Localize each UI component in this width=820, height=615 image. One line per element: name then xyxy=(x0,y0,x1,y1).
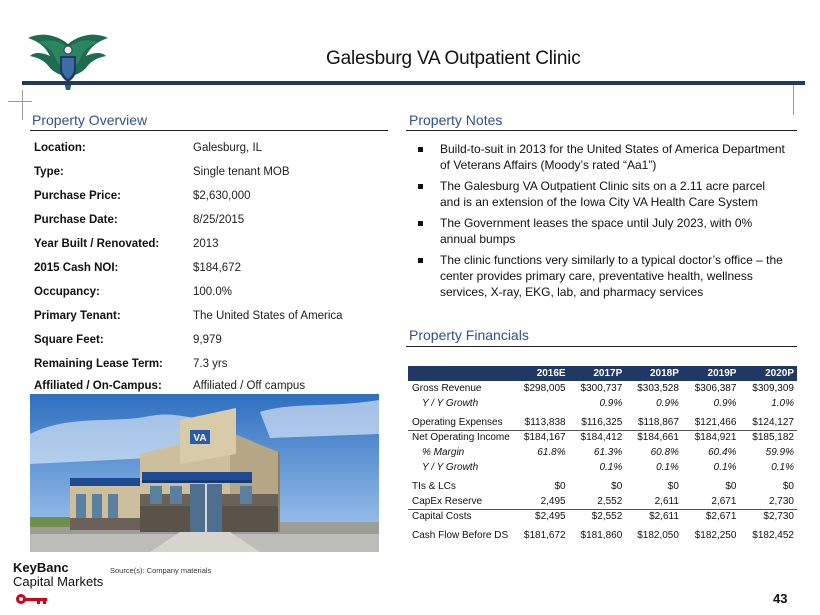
table-cell: $124,127 xyxy=(752,416,794,428)
overview-heading: Property Overview xyxy=(32,112,148,128)
overview-label: Type: xyxy=(34,166,64,178)
overview-label: Purchase Price: xyxy=(34,190,121,202)
table-cell: $182,050 xyxy=(637,530,679,541)
table-cell: $184,167 xyxy=(513,430,569,445)
table-cell: $2,730 xyxy=(739,509,797,524)
row-label: Y / Y Growth xyxy=(422,462,479,473)
table-cell: $2,611 xyxy=(625,509,682,524)
table-cell: $0 xyxy=(611,481,623,492)
table-cell: $0 xyxy=(725,481,737,492)
table-cell: 60.8% xyxy=(650,447,679,458)
overview-value: Single tenant MOB xyxy=(193,166,290,178)
table-cell: $181,860 xyxy=(580,530,623,541)
overview-value: 9,979 xyxy=(193,334,222,346)
table-cell: $185,182 xyxy=(739,430,797,445)
table-row xyxy=(408,430,797,445)
column-header: 2017P xyxy=(569,366,626,381)
table-row xyxy=(408,445,797,460)
notes-list xyxy=(418,141,788,305)
overview-label: Affiliated / On-Campus: xyxy=(34,380,162,392)
row-label: Operating Expenses xyxy=(412,416,503,428)
table-cell: 0.1% xyxy=(713,462,737,473)
frame-line xyxy=(8,101,32,102)
table-cell: 60.4% xyxy=(708,447,737,458)
table-cell: $0 xyxy=(667,481,679,492)
table-cell: 0.1% xyxy=(771,462,794,473)
table-row xyxy=(408,509,797,524)
overview-value: $184,672 xyxy=(193,262,241,274)
overview-value: The United States of America xyxy=(193,310,343,322)
table-cell: 2,495 xyxy=(540,495,566,507)
row-label: Capital Costs xyxy=(408,509,513,524)
table-cell: $300,737 xyxy=(580,383,623,394)
column-header: 2016E xyxy=(513,366,569,381)
overview-rule xyxy=(30,130,388,131)
row-label: % Margin xyxy=(422,447,465,458)
overview-label: Year Built / Renovated: xyxy=(34,238,160,250)
table-cell: $298,005 xyxy=(523,383,566,394)
row-label: CapEx Reserve xyxy=(412,495,483,507)
table-cell: $184,661 xyxy=(625,430,682,445)
table-cell: $182,250 xyxy=(694,530,737,541)
table-cell: $121,466 xyxy=(694,416,737,428)
table-row xyxy=(408,396,797,411)
table-cell: 59.9% xyxy=(765,447,794,458)
building-sign: VA xyxy=(193,433,207,444)
table-cell: $116,325 xyxy=(581,416,623,428)
row-label: Y / Y Growth xyxy=(422,398,479,409)
table-row xyxy=(408,494,797,509)
financials-table xyxy=(408,366,797,543)
overview-value: 100.0% xyxy=(193,286,233,298)
table-cell: $0 xyxy=(782,481,794,492)
table-row xyxy=(408,381,797,396)
table-cell xyxy=(513,460,569,475)
table-cell: $309,309 xyxy=(752,383,794,394)
financials-heading: Property Financials xyxy=(409,327,529,343)
overview-label: Occupancy: xyxy=(34,286,100,298)
bullet-icon xyxy=(418,147,423,152)
table-row xyxy=(408,460,797,475)
bullet-icon xyxy=(418,184,423,189)
table-cell: 2,552 xyxy=(597,495,623,507)
note-text: The clinic functions very similarly to a typical doctor’s office – the center provides primary care, preventative health, wellness services, X-ray, EKG, lab, and pharmacy services xyxy=(440,253,783,299)
overview-label: Primary Tenant: xyxy=(34,310,121,322)
table-cell: $113,838 xyxy=(524,416,566,428)
table-cell: $184,921 xyxy=(682,430,740,445)
title-rule xyxy=(22,81,805,85)
row-label: Gross Revenue xyxy=(412,383,482,394)
table-cell: 61.3% xyxy=(593,447,623,458)
overview-value: Galesburg, IL xyxy=(193,142,263,154)
table-cell: $184,412 xyxy=(569,430,626,445)
column-header: 2019P xyxy=(682,366,740,381)
table-cell xyxy=(513,396,569,411)
overview-label: 2015 Cash NOI: xyxy=(34,262,119,274)
table-cell: 0.9% xyxy=(656,398,679,409)
overview-label: Purchase Date: xyxy=(34,214,118,226)
table-cell: $181,672 xyxy=(523,530,566,541)
table-cell: 1.0% xyxy=(771,398,794,409)
overview-value: $2,630,000 xyxy=(193,190,251,202)
frame-line xyxy=(793,85,794,115)
note-text: Build-to-suit in 2013 for the United States of America Department of Veterans Affairs (Moody’s rated “Aa1”) xyxy=(440,142,785,172)
overview-value: 8/25/2015 xyxy=(193,214,245,226)
table-cell: 0.1% xyxy=(599,462,623,473)
brand-name: KeyBanc xyxy=(13,560,69,575)
column-header xyxy=(408,366,513,381)
note-text: The Government leases the space until July 2023, with 0% annual bumps xyxy=(440,216,753,246)
table-cell: $2,495 xyxy=(513,509,569,524)
column-header: 2020P xyxy=(739,366,797,381)
overview-label: Square Feet: xyxy=(34,334,104,346)
note-item xyxy=(418,215,788,247)
table-cell: $182,452 xyxy=(752,530,794,541)
note-text: The Galesburg VA Outpatient Clinic sits on a 2.11 acre parcel and is an extension of the Iowa City VA Health Care System xyxy=(440,179,766,209)
table-cell: $303,528 xyxy=(637,383,679,394)
key-logo-icon xyxy=(15,593,51,605)
page-title: Galesburg VA Outpatient Clinic xyxy=(326,48,581,69)
notes-rule xyxy=(406,130,797,131)
overview-value: 2013 xyxy=(193,238,219,250)
table-row xyxy=(408,415,797,430)
table-cell: 2,611 xyxy=(654,495,679,507)
notes-heading: Property Notes xyxy=(409,112,503,128)
table-row xyxy=(408,528,797,543)
table-cell: $118,867 xyxy=(637,416,679,428)
brand-logo xyxy=(13,561,103,589)
overview-label: Location: xyxy=(34,142,86,154)
row-label: Net Operating Income xyxy=(408,430,513,445)
table-cell: 0.9% xyxy=(713,398,737,409)
overview-value: Affiliated / Off campus xyxy=(193,380,306,392)
column-header: 2018P xyxy=(625,366,682,381)
table-cell: $306,387 xyxy=(694,383,737,394)
financials-rule xyxy=(406,346,797,347)
note-item xyxy=(418,178,788,210)
bullet-icon xyxy=(418,221,423,226)
table-header-row xyxy=(408,366,797,381)
table-cell: 2,730 xyxy=(768,495,794,507)
bullet-icon xyxy=(418,258,423,263)
table-cell: 2,671 xyxy=(711,495,737,507)
source-note: Source(s): Company materials xyxy=(110,566,212,575)
table-row xyxy=(408,479,797,494)
page-number: 43 xyxy=(773,591,788,606)
note-item xyxy=(418,141,788,173)
table-cell: $0 xyxy=(554,481,566,492)
row-label: TIs & LCs xyxy=(412,481,456,492)
table-cell: 0.1% xyxy=(656,462,679,473)
table-cell: $2,671 xyxy=(682,509,740,524)
row-label: Cash Flow Before DS xyxy=(412,530,509,541)
table-cell: $2,552 xyxy=(569,509,626,524)
table-cell: 0.9% xyxy=(599,398,623,409)
frame-line xyxy=(22,90,23,120)
note-item xyxy=(418,252,788,300)
overview-label: Remaining Lease Term: xyxy=(34,358,163,370)
table-cell: 61.8% xyxy=(537,447,566,458)
overview-value: 7.3 yrs xyxy=(193,358,228,370)
brand-subtitle: Capital Markets xyxy=(13,574,104,589)
building-photo xyxy=(30,394,379,552)
